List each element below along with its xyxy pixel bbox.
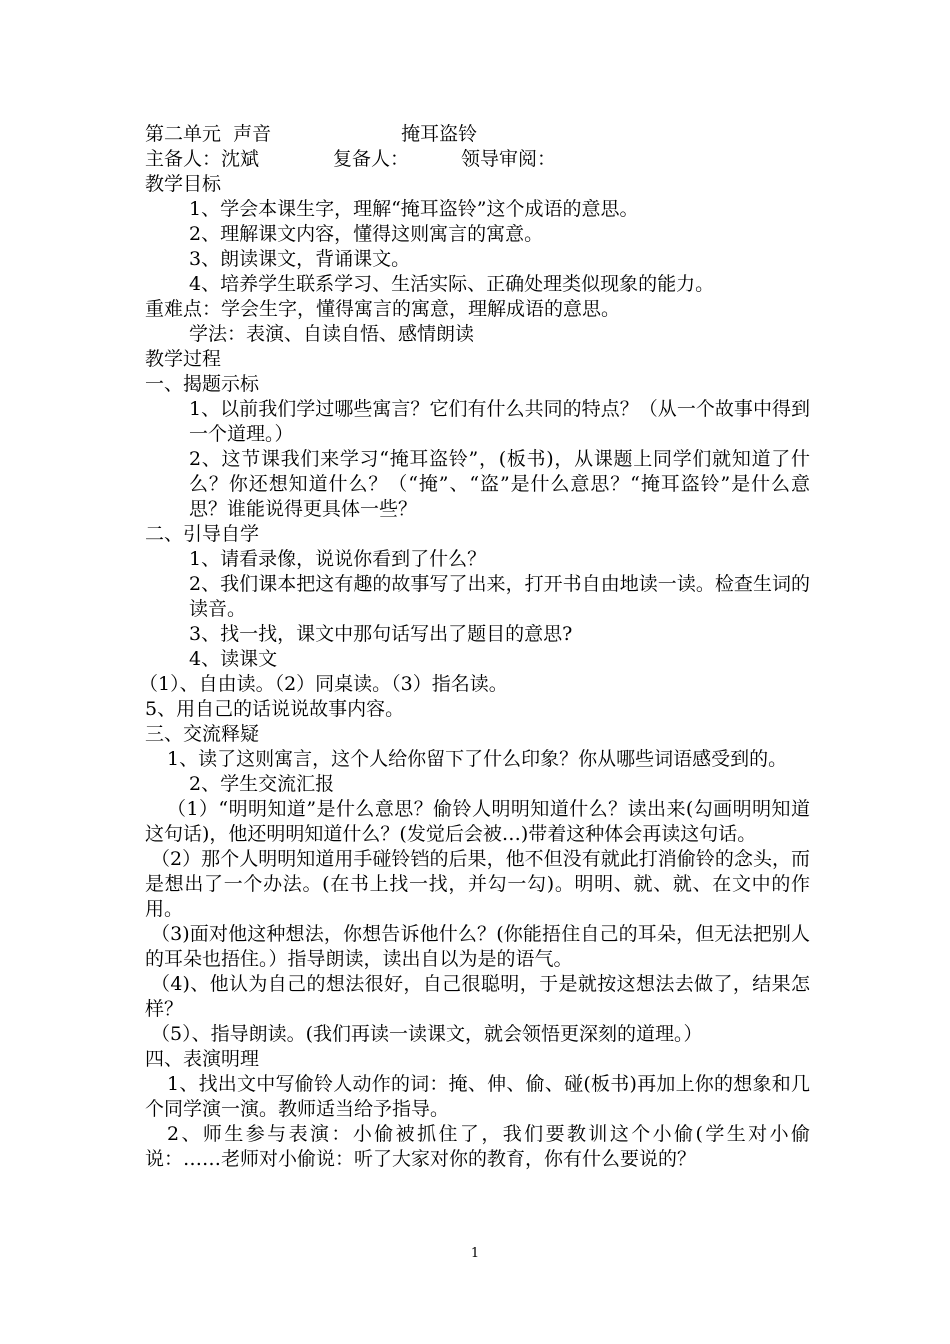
part2-item: 2、我们课本把这有趣的故事写了出来，打开书自由地读一读。检查生词的读音。 [189,573,810,620]
part1-item: 1、以前我们学过哪些寓言？它们有什么共同的特点？（从一个故事中得到一个道理。） [189,398,810,445]
goal-item: 1、学会本课生字，理解“掩耳盗铃”这个成语的意思。 [189,198,639,220]
header-line-2 [145,147,810,172]
unit-label: 第二单元 声音 [145,123,272,145]
key-points: 重难点：学会生字，懂得寓言的寓意，理解成语的意思。 [145,298,621,320]
part3-sub: （2）那个人明明知道用手碰铃铛的后果，他不但没有就此打消偷铃的念头，而是想出了一个办法。(在书上找一找，并勾一勾)。明明、就、就、在文中的作用。 [145,848,810,920]
part2-item: 4、读课文 [189,648,278,670]
part3-sub: （1）“明明知道”是什么意思？偷铃人明明知道什么？读出来(勾画明明知道这句话)，他还明明知道什么？(发觉后会被…)带着这种体会再读这句话。 [145,798,810,845]
part3-item2: 2、学生交流汇报 [189,773,335,795]
goal-item: 2、理解课文内容，懂得这则寓言的寓意。 [189,223,544,245]
part2-item: 1、请看录像，说说你看到了什么？ [189,548,487,570]
page-number: 1 [470,1246,480,1261]
part2-title: 二、引导自学 [145,523,260,545]
co-preparer: 复备人： [333,148,410,170]
review: 领导审阅： [461,148,557,170]
part2-item5: 5、用自己的话说说故事内容。 [145,698,405,720]
goals-title: 教学目标 [145,173,222,195]
preparer: 主备人：沈斌 [145,148,260,170]
methods: 学法：表演、自读自悟、感情朗读 [189,323,475,345]
header-line-1 [145,122,810,147]
document-body [139,122,810,1172]
part3-title: 三、交流释疑 [145,723,260,745]
part4-item: 2、师生参与表演：小偷被抓住了，我们要教训这个小偷(学生对小偷说：……老师对小偷说：听了大家对你的教育，你有什么要说的？ [145,1123,810,1170]
part1-title: 一、揭题示标 [145,373,260,395]
part3-sub: （3)面对他这种想法，你想告诉他什么？(你能捂住自己的耳朵，但无法把别人的耳朵也捂住。）指导朗读，读出自以为是的语气。 [145,923,810,970]
part3-sub: （4)、他认为自己的想法很好，自己很聪明，于是就按这想法去做了，结果怎样？ [145,973,810,1020]
process-title: 教学过程 [145,348,222,370]
part3-item1: 1、读了这则寓言，这个人给你留下了什么印象？你从哪些词语感受到的。 [167,748,788,770]
part4-title: 四、表演明理 [145,1048,260,1070]
part4-item: 1、找出文中写偷铃人动作的词：掩、伸、偷、碰(板书)再加上你的想象和几个同学演一演。教师适当给予指导。 [145,1073,810,1120]
part2-item: 3、找一找，课文中那句话写出了题目的意思? [189,623,573,645]
part1-item: 2、这节课我们来学习“掩耳盗铃”，(板书)，从课题上同学们就知道了什么？你还想知道什么？（“掩”、“盗”是什么意思？“掩耳盗铃”是什么意思？谁能说得更具体一些？ [189,448,810,520]
goal-item: 4、培养学生联系学习、生活实际、正确处理类似现象的能力。 [189,273,715,295]
part3-sub: （5）、指导朗读。(我们再读一读课文，就会领悟更深刻的道理。） [151,1023,703,1045]
part2-read: （1）、自由读。（2）同桌读。（3）指名读。 [139,673,508,695]
lesson-title: 掩耳盗铃 [401,123,478,145]
goal-item: 3、朗读课文，背诵课文。 [189,248,411,270]
